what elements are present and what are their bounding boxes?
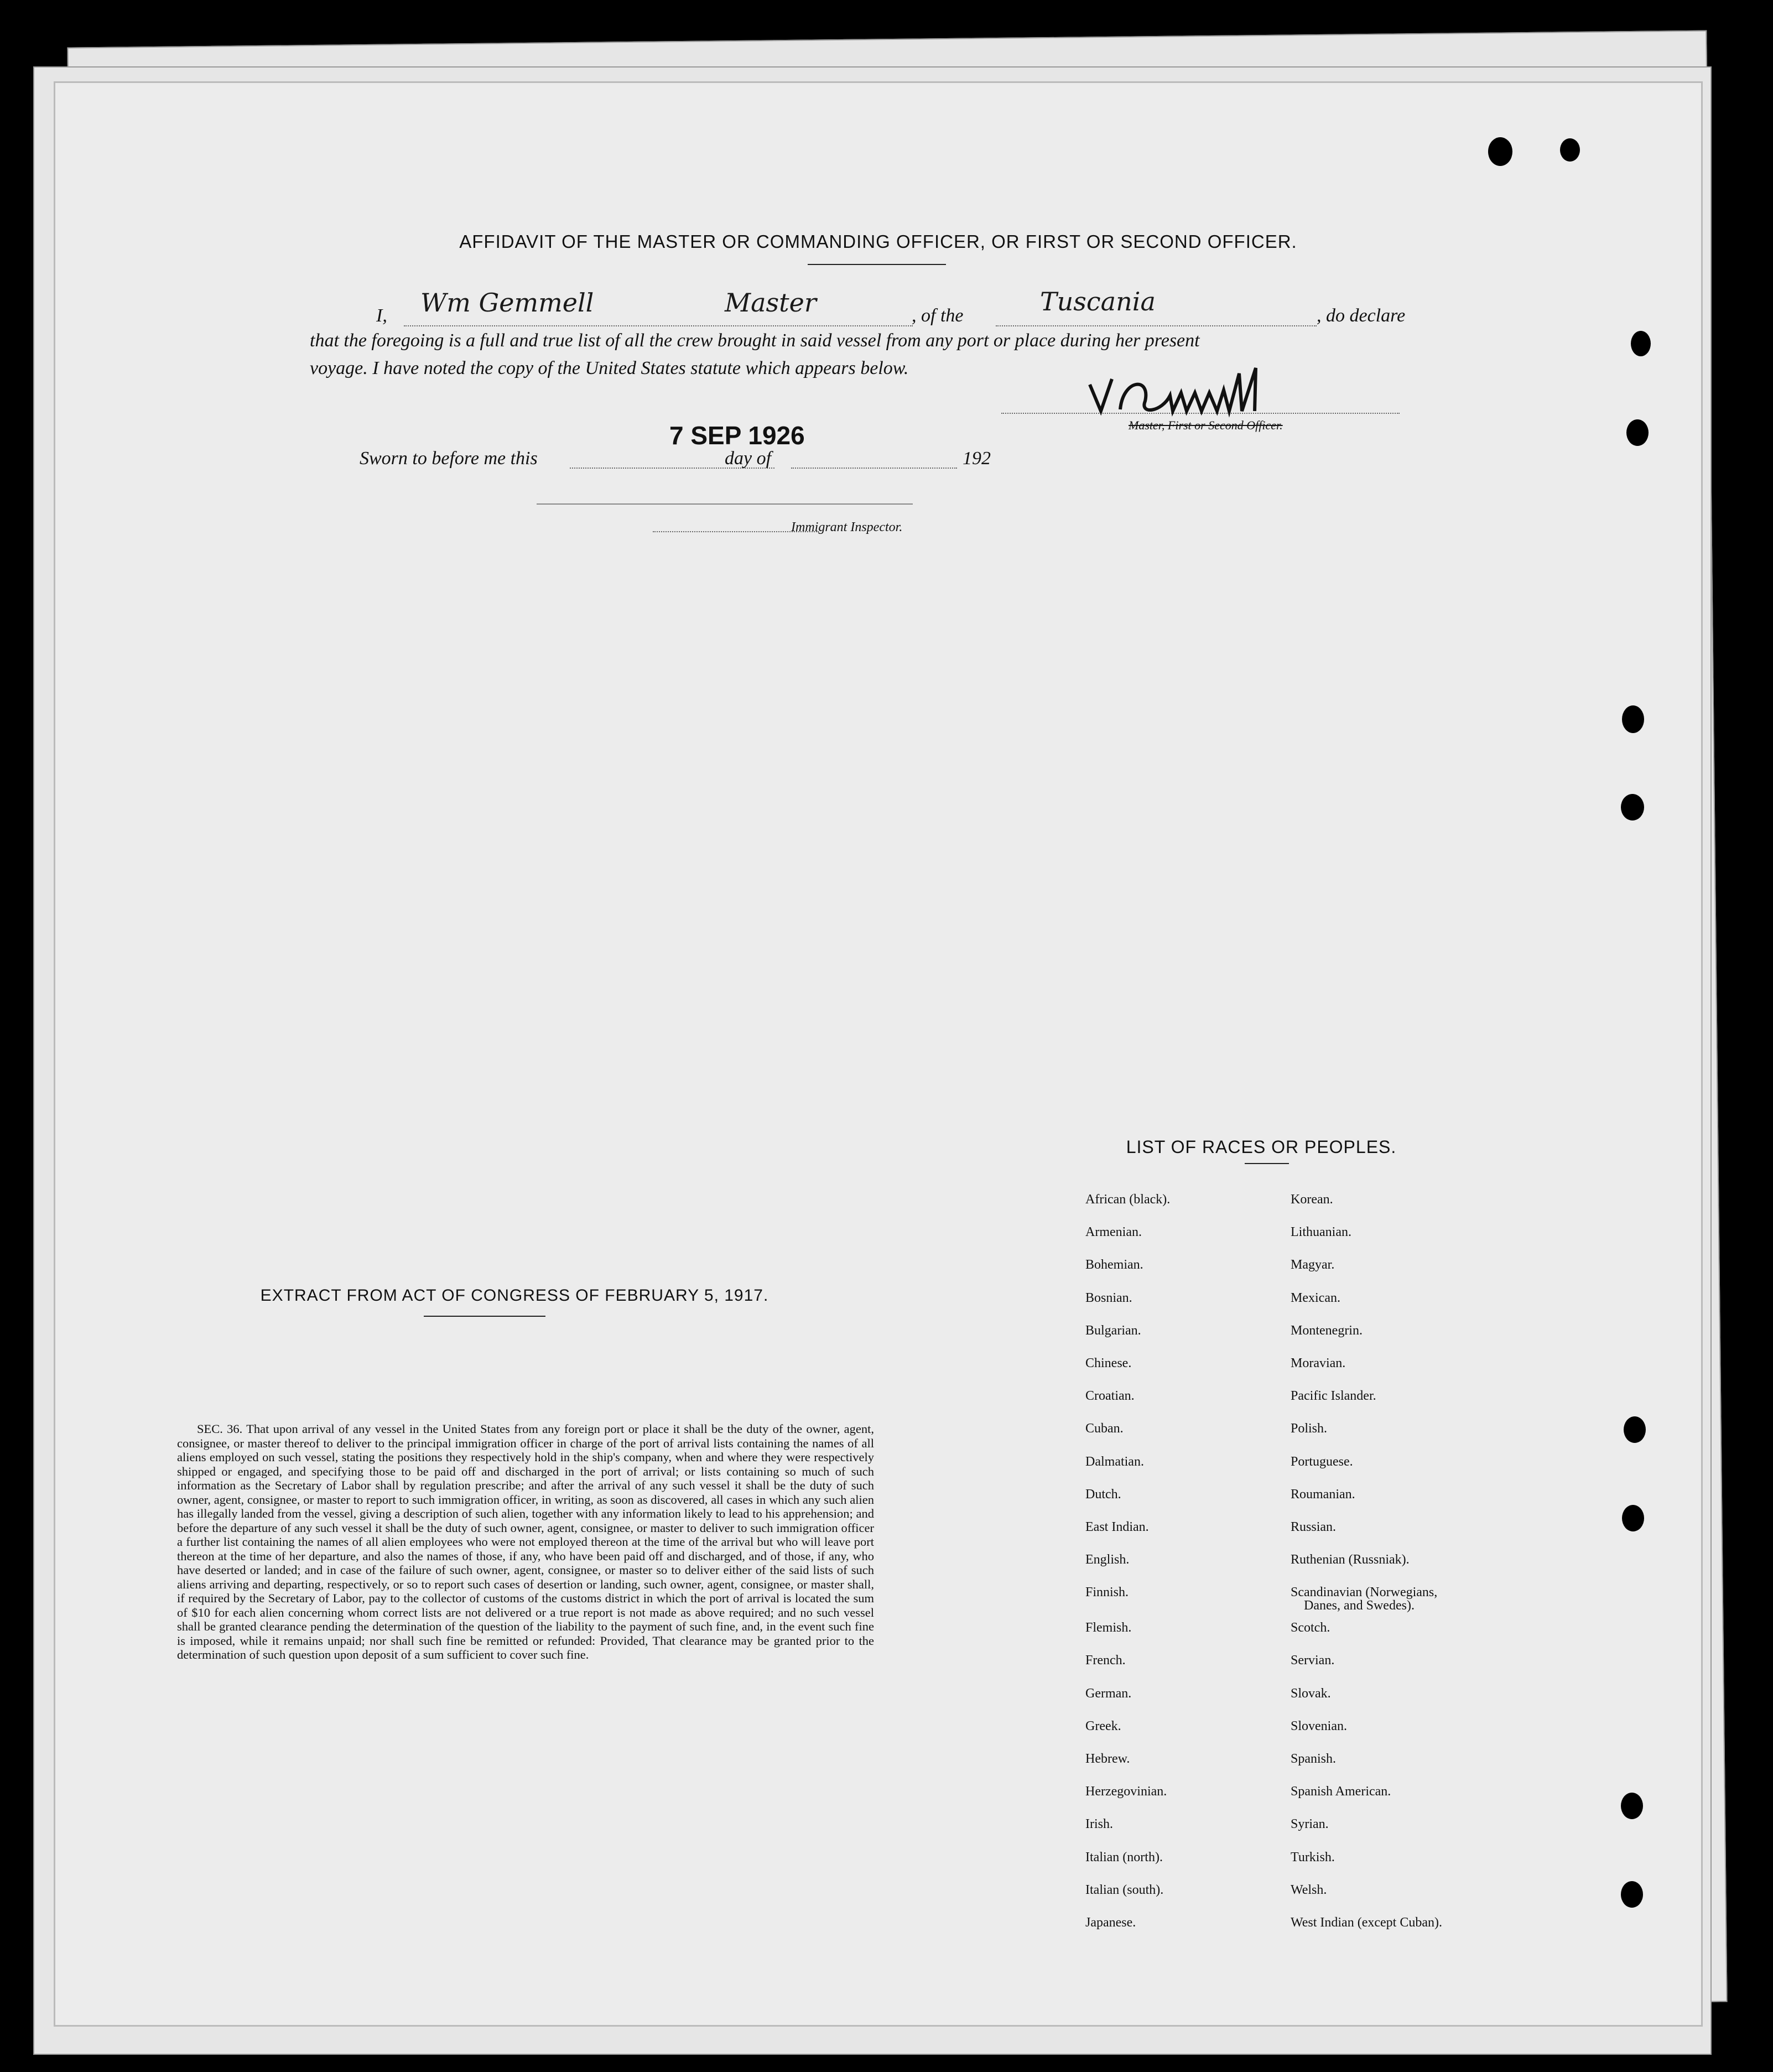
race-item: Greek.	[1085, 1718, 1121, 1733]
punch-hole	[1621, 1793, 1643, 1819]
race-item: Welsh.	[1291, 1882, 1327, 1897]
punch-hole	[1624, 1416, 1646, 1443]
title-underline	[808, 264, 946, 265]
day-of-label: day of	[725, 448, 772, 469]
race-item: West Indian (except Cuban).	[1291, 1915, 1442, 1930]
race-item: German.	[1085, 1686, 1132, 1701]
race-item: Portuguese.	[1291, 1454, 1353, 1469]
punch-hole	[1631, 331, 1651, 356]
month-line	[791, 468, 957, 469]
race-item: Cuban.	[1085, 1421, 1124, 1436]
vessel-line	[996, 325, 1317, 326]
race-item: Armenian.	[1085, 1225, 1142, 1240]
race-item: Scotch.	[1291, 1621, 1330, 1635]
races-col1	[1085, 1193, 1170, 1949]
master-rank: Master	[725, 288, 817, 318]
master-name: Wm Gemmell	[420, 288, 594, 318]
race-item: East Indian.	[1085, 1519, 1149, 1534]
race-item: Dutch.	[1085, 1487, 1121, 1502]
affidavit-line3: voyage. I have noted the copy of the United States statute which appears below.	[310, 358, 909, 378]
race-item: Turkish.	[1291, 1850, 1335, 1865]
inspector-line	[537, 503, 913, 505]
extract-title: EXTRACT FROM ACT OF CONGRESS OF FEBRUARY 5, 1917.	[260, 1286, 769, 1305]
year-label: 192	[963, 448, 991, 469]
race-item: Mexican.	[1291, 1290, 1340, 1305]
vessel-name: Tuscania	[1040, 287, 1156, 316]
race-item: African (black).	[1085, 1192, 1171, 1207]
extract-body	[177, 1422, 874, 1662]
race-item: Slovenian.	[1291, 1718, 1347, 1733]
race-item: Russian.	[1291, 1519, 1337, 1534]
form-page	[55, 83, 1701, 2025]
race-item: Italian (north).	[1085, 1850, 1163, 1865]
race-item: Roumanian.	[1291, 1487, 1355, 1502]
punch-hole	[1560, 138, 1580, 162]
race-item: Herzegovinian.	[1085, 1784, 1167, 1799]
race-item: Irish.	[1085, 1817, 1113, 1832]
punch-hole	[1622, 1505, 1644, 1531]
race-item: Slovak.	[1291, 1686, 1331, 1701]
races-title: LIST OF RACES OR PEOPLES.	[1126, 1137, 1397, 1157]
race-item: Scandinavian (Norwegians, Danes, and Swedes).	[1291, 1585, 1438, 1613]
name-line	[404, 325, 913, 326]
punch-hole	[1488, 137, 1512, 166]
race-item: Montenegrin.	[1291, 1323, 1363, 1338]
date-stamp: 7 SEP 1926	[669, 421, 805, 450]
race-item: Magyar.	[1291, 1258, 1335, 1273]
affidavit-i: I,	[376, 305, 387, 326]
race-item: English.	[1085, 1552, 1130, 1567]
of-the-label: , of the	[912, 305, 964, 326]
race-item: Croatian.	[1085, 1389, 1135, 1404]
race-item: Polish.	[1291, 1421, 1328, 1436]
declare-label: , do declare	[1317, 305, 1406, 326]
race-item: Chinese.	[1085, 1356, 1132, 1370]
race-item: Servian.	[1291, 1653, 1335, 1668]
race-item: Spanish.	[1291, 1752, 1337, 1766]
races-underline	[1245, 1163, 1289, 1164]
race-item: Dalmatian.	[1085, 1454, 1144, 1469]
master-signature	[1079, 362, 1366, 426]
affidavit-title: AFFIDAVIT OF THE MASTER OR COMMANDING OFFICER, OR FIRST OR SECOND OFFICER.	[459, 231, 1297, 252]
race-item: Bulgarian.	[1085, 1323, 1141, 1338]
punch-hole	[1622, 705, 1644, 733]
punch-hole	[1621, 1881, 1643, 1908]
race-item: Korean.	[1291, 1192, 1333, 1207]
race-item: Bosnian.	[1085, 1290, 1132, 1305]
sworn-label: Sworn to before me this	[360, 448, 538, 469]
race-item: French.	[1085, 1653, 1126, 1668]
race-item: Moravian.	[1291, 1356, 1346, 1370]
race-item: Spanish American.	[1291, 1784, 1391, 1799]
punch-hole	[1621, 794, 1644, 821]
races-col2	[1291, 1193, 1442, 1949]
race-item: Syrian.	[1291, 1817, 1329, 1832]
race-item: Pacific Islander.	[1291, 1389, 1376, 1404]
race-item: Finnish.	[1085, 1585, 1129, 1600]
inspector-label: Immigrant Inspector.	[791, 520, 903, 534]
race-item: Ruthenian (Russniak).	[1291, 1552, 1410, 1567]
punch-hole	[1626, 419, 1649, 446]
extract-underline	[424, 1316, 545, 1317]
race-item: Bohemian.	[1085, 1258, 1143, 1273]
race-item: Japanese.	[1085, 1915, 1136, 1930]
race-item: Flemish.	[1085, 1621, 1132, 1635]
race-item: Italian (south).	[1085, 1882, 1164, 1897]
signature-caption: Master, First or Second Officer.	[1129, 418, 1283, 432]
extract-paragraph: SEC. 36. That upon arrival of any vessel in the United States from any foreign port or place it shall be the duty of the owner, agent, consignee, or master thereof to deliver to the principal immigration officer in charge of the port of arrival lists containing the names of all aliens employed on such vessel, stating the positions they respectively hold in the ship's company, when and where they were respectively shipped or engaged, and specifying those to be paid off and discharged in the port of arrival; or lists containing so much of such information as the Secretary of Labor shall by regulation prescribe; and after the arrival of any such vessel it shall be the duty of such owner, agent, consignee, or master to report to such immigration officer, in writing, as soon as discovered, all cases in which any such alien has illegally landed from the vessel, giving a description of such alien, together with any information likely to lead to his apprehension; and before the departure of any such vessel it shall be the duty of such owner, agent, consignee, or master to deliver to such immigration officer a further list containing the names of all alien employees who were not employed thereon at the time of the arrival but who will leave port thereon at the time of her departure, and also the names of those, if any, who have been paid off and discharged, and of those, if any, who have deserted or landed; and in case of the failure of such owner, agent, consignee, or master so to deliver either of the said lists of such aliens arriving and departing, respectively, or so to report such cases of desertion or landing, such owner, agent, consignee, or master shall, if required by the Secretary of Labor, pay to the collector of customs of the customs district in which the port of arrival is located the sum of $10 for each alien concerning whom correct lists are not delivered or a true report is not made as above required; and no such vessel shall be granted clearance pending the determination of the question of the liability to the payment of such fine, and, in the event such fine is imposed, while it remains unpaid; nor shall such fine be remitted or refunded: Provided, That clearance may be granted prior to the determination of such question upon deposit of a sum sufficient to cover such fine.	[177, 1422, 874, 1661]
affidavit-line2: that the foregoing is a full and true list of all the crew brought in said vessel from any port or place during her present	[310, 330, 1200, 351]
race-item: Hebrew.	[1085, 1752, 1130, 1766]
race-item: Lithuanian.	[1291, 1225, 1351, 1240]
